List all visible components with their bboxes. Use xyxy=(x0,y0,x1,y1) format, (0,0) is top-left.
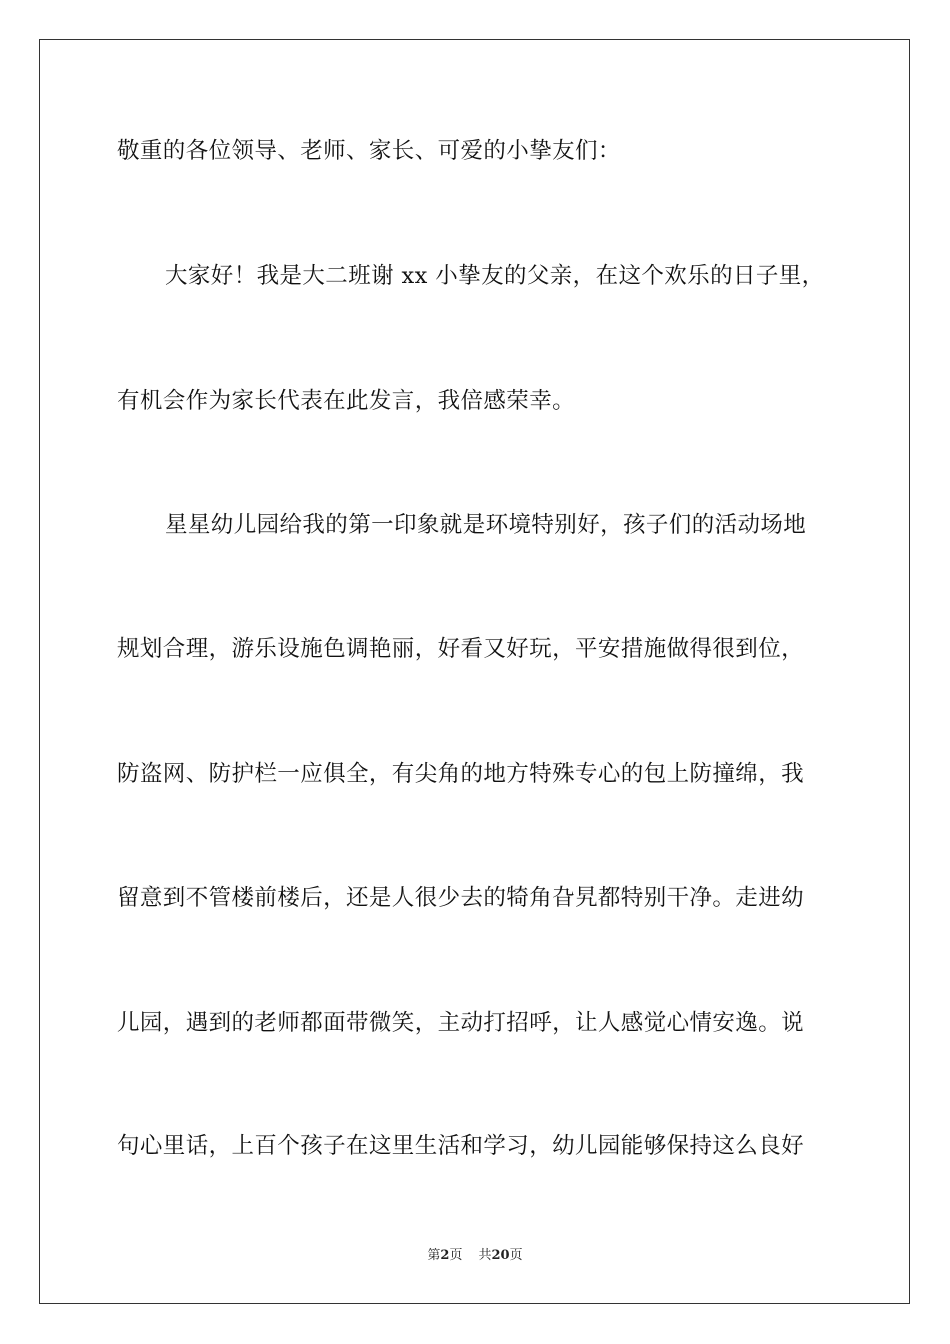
paragraph-2-line-3: 防盗网、防护栏一应俱全，有尖角的地方特殊专心的包上防撞绵，我 xyxy=(117,761,805,787)
salutation-line: 敬重的各位领导、老师、家长、可爱的小挚友们： xyxy=(117,138,621,164)
page-frame xyxy=(39,39,910,1304)
page-footer xyxy=(0,1248,950,1264)
paragraph-1-line-2: 有机会作为家长代表在此发言，我倍感荣幸。 xyxy=(117,388,576,414)
paragraph-2-line-1: 星星幼儿园给我的第一印象就是环境特别好，孩子们的活动场地 xyxy=(165,512,807,538)
page-number: 2 xyxy=(440,1248,450,1263)
paragraph-2-line-5: 儿园，遇到的老师都面带微笑，主动打招呼，让人感觉心情安逸。说 xyxy=(117,1010,805,1036)
total-prefix: 共 xyxy=(478,1248,492,1263)
total-pages: 20 xyxy=(491,1248,510,1263)
total-suffix: 页 xyxy=(509,1248,523,1263)
page-prefix: 第 xyxy=(427,1248,441,1263)
page-suffix: 页 xyxy=(449,1248,463,1263)
paragraph-2-line-4: 留意到不管楼前楼后，还是人很少去的犄角旮旯都特别干净。走进幼 xyxy=(117,885,805,911)
paragraph-1-line-1: 大家好！我是大二班谢 xx 小挚友的父亲，在这个欢乐的日子里， xyxy=(165,263,825,289)
paragraph-2-line-6: 句心里话，上百个孩子在这里生活和学习，幼儿园能够保持这么良好 xyxy=(117,1133,805,1159)
paragraph-2-line-2: 规划合理，游乐设施色调艳丽，好看又好玩，平安措施做得很到位， xyxy=(117,636,805,662)
